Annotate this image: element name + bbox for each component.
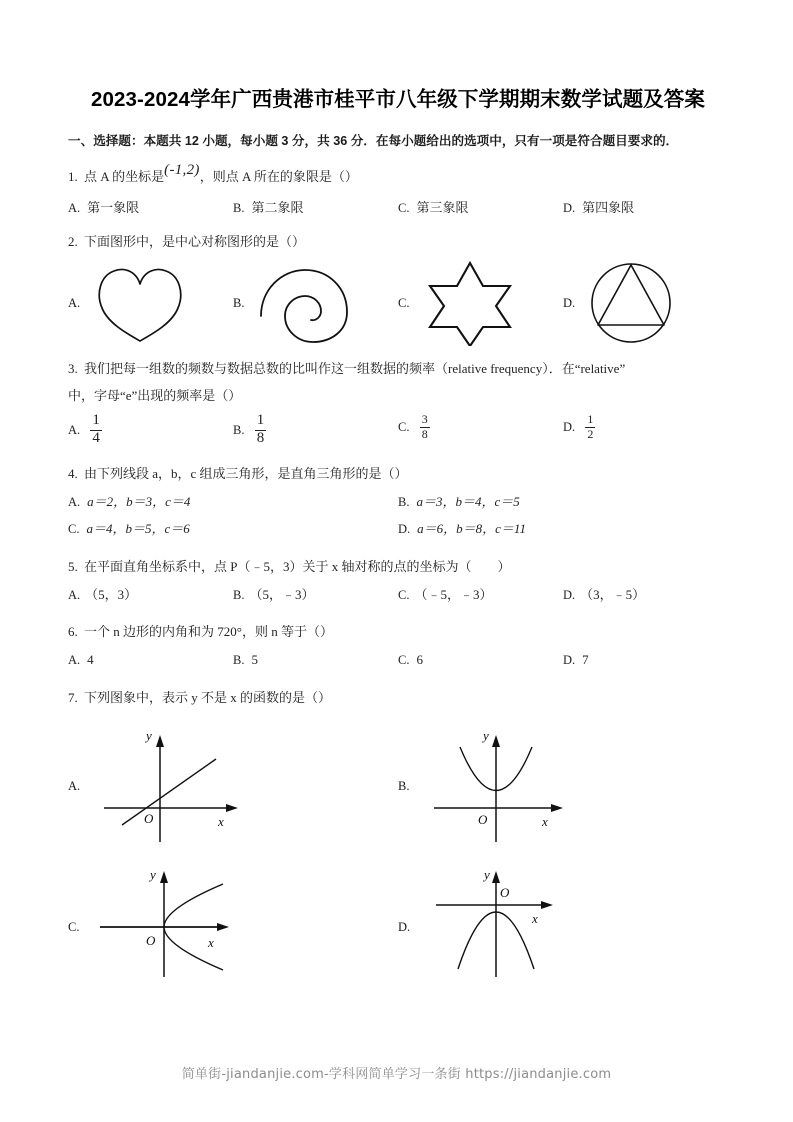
- question-3-number: 3.: [68, 361, 78, 377]
- question-4-stem: [68, 462, 728, 486]
- fraction-numerator: 1: [587, 412, 594, 427]
- option-c[interactable]: [398, 583, 563, 607]
- section-instruction: 一、选择题：本题共 12 小题，每小题 3 分，共 36 分．在每小题给出的选项中，只有一项是符合题目要求的．: [68, 133, 679, 148]
- option-a-label: A.: [68, 200, 81, 215]
- option-b-label: B.: [398, 494, 410, 509]
- option-a-label: A.: [68, 778, 81, 793]
- option-c[interactable]: [398, 196, 563, 220]
- option-a-text: 第一象限: [87, 199, 140, 215]
- sideways-parabola-graph-icon: [90, 865, 255, 990]
- question-1-coordinate: (-1,2): [164, 161, 200, 178]
- fraction-numerator: 1: [256, 412, 265, 429]
- svg-text:y: y: [150, 866, 156, 882]
- six-pointed-star-icon: [420, 260, 520, 346]
- option-d[interactable]: [563, 583, 728, 607]
- question-1-stem: [68, 161, 728, 192]
- question-6-text: 一个 n 边形的内角和为 720°，则 n 等于（）: [84, 624, 333, 640]
- option-c-text: 6: [416, 652, 423, 668]
- option-b[interactable]: [233, 583, 398, 607]
- option-b-label: B.: [233, 423, 245, 438]
- option-b[interactable]: [233, 260, 398, 346]
- option-b-fraction: [255, 413, 267, 447]
- question-4-text: 由下列线段 a，b，c 组成三角形，是直角三角形的是（）: [84, 465, 408, 481]
- question-7-graphs-row1: [68, 724, 728, 849]
- question-6-number: 6.: [68, 624, 78, 640]
- svg-text:O: O: [500, 884, 510, 900]
- fraction-denominator: 8: [256, 430, 265, 447]
- fraction-denominator: 8: [421, 426, 428, 441]
- option-b-text: 5: [251, 652, 258, 668]
- option-a-text: 4: [87, 652, 94, 668]
- option-a-text: a＝2，b＝3，c＝4: [87, 493, 191, 509]
- option-c-text: 第三象限: [416, 199, 469, 215]
- option-b-label: B.: [233, 295, 245, 310]
- fraction-numerator: 3: [421, 412, 428, 427]
- option-d-label: D.: [563, 587, 576, 602]
- option-c[interactable]: [68, 517, 398, 541]
- option-d-text: 7: [582, 652, 589, 668]
- option-d-label: D.: [563, 419, 576, 434]
- option-c-label: C.: [398, 295, 410, 310]
- fraction-numerator: 1: [92, 412, 100, 429]
- svg-text:O: O: [146, 932, 156, 948]
- heart-shape-icon: [90, 262, 190, 344]
- option-c-label: C.: [68, 919, 80, 934]
- question-7-graphs-row2: [68, 865, 728, 990]
- option-c-fraction: [420, 413, 430, 440]
- option-a-label: A.: [68, 295, 81, 310]
- option-b-label: B.: [398, 778, 410, 793]
- option-d-label: D.: [398, 522, 411, 537]
- option-d-label: D.: [398, 919, 411, 934]
- footer-watermark: 简单街-jiandanjie.com-学科网简单学习一条街 https://jiandanjie.com: [181, 1067, 612, 1082]
- option-d[interactable]: [563, 196, 728, 220]
- option-a-label: A.: [68, 587, 81, 602]
- question-5-options: [68, 583, 728, 607]
- question-6-stem: [68, 620, 728, 644]
- question-3-text-line2: 中，字母“e”出现的频率是（）: [68, 388, 242, 404]
- option-c-text: （﹣5，﹣3）: [414, 586, 493, 602]
- spiral-shape-icon: [255, 262, 355, 344]
- option-d[interactable]: [563, 648, 728, 672]
- option-b-text: a＝3，b＝4，c＝5: [416, 493, 520, 509]
- question-1-text-a: 点 A 的坐标是: [84, 168, 165, 184]
- question-3-stem-line2: [68, 384, 728, 408]
- option-a-label: A.: [68, 494, 81, 509]
- option-b[interactable]: [233, 196, 398, 220]
- option-a-text: （5，3）: [85, 586, 138, 602]
- page-title: 2023-2024学年广西贵港市桂平市八年级下学期期末数学试题及答案: [91, 88, 705, 111]
- option-d[interactable]: [398, 865, 728, 990]
- svg-text:O: O: [478, 811, 488, 827]
- option-a-label: A.: [68, 423, 81, 438]
- option-c-text: a＝4，b＝5，c＝6: [86, 521, 190, 537]
- question-5-text: 在平面直角坐标系中，点 P（﹣5，3）关于 x 轴对称的点的坐标为（ ）: [84, 558, 511, 574]
- question-2-stem: [68, 230, 728, 254]
- question-7-number: 7.: [68, 689, 78, 705]
- option-d-text: 第四象限: [582, 199, 635, 215]
- option-d[interactable]: [398, 517, 728, 541]
- question-7-text: 下列图象中，表示 y 不是 x 的函数的是（）: [84, 689, 332, 705]
- option-a[interactable]: [68, 260, 233, 346]
- option-b-label: B.: [233, 587, 245, 602]
- option-a[interactable]: [68, 583, 233, 607]
- option-a[interactable]: [68, 648, 233, 672]
- option-b[interactable]: [398, 724, 728, 849]
- option-c-label: C.: [398, 587, 410, 602]
- option-d-label: D.: [563, 200, 576, 215]
- option-b[interactable]: [233, 648, 398, 672]
- question-4-options-row1: [68, 490, 728, 514]
- question-1-text-b: ，则点 A 所在的象限是（）: [199, 168, 358, 184]
- question-7-stem: [68, 686, 728, 710]
- option-b-text: 第二象限: [251, 199, 304, 215]
- option-d-text: a＝6，b＝8，c＝11: [417, 521, 526, 537]
- option-c-label: C.: [398, 419, 410, 434]
- option-a-fraction: [90, 413, 102, 447]
- option-d-label: D.: [563, 295, 576, 310]
- document-content: [68, 88, 728, 990]
- fraction-denominator: 2: [587, 426, 594, 441]
- option-a[interactable]: [68, 490, 398, 514]
- question-5-number: 5.: [68, 558, 78, 574]
- option-b-label: B.: [233, 200, 245, 215]
- option-c[interactable]: [398, 648, 563, 672]
- option-b[interactable]: [233, 414, 398, 448]
- circle-inscribed-triangle-icon: [585, 261, 677, 345]
- question-2-text: 下面图形中，是中心对称图形的是（）: [84, 234, 306, 250]
- option-b-label: B.: [233, 653, 245, 668]
- option-c[interactable]: [398, 260, 563, 346]
- question-4-options-row2: [68, 517, 728, 541]
- option-a[interactable]: [68, 196, 233, 220]
- question-1-options: [68, 196, 728, 220]
- option-a[interactable]: [68, 724, 398, 849]
- svg-text:y: y: [484, 866, 490, 882]
- question-6-options: [68, 648, 728, 672]
- question-3-options: [68, 414, 728, 448]
- linear-graph-icon: [90, 724, 255, 849]
- downward-parabola-graph-icon: [420, 865, 585, 990]
- question-4-number: 4.: [68, 465, 78, 481]
- option-c-label: C.: [398, 200, 410, 215]
- option-d-fraction: [585, 413, 595, 440]
- question-5-stem: [68, 555, 728, 579]
- fraction-denominator: 4: [92, 430, 100, 447]
- svg-text:x: x: [218, 813, 224, 829]
- question-3-stem: [68, 357, 728, 381]
- option-c-label: C.: [68, 522, 80, 537]
- option-a-label: A.: [68, 653, 81, 668]
- option-a[interactable]: [68, 414, 233, 448]
- option-c[interactable]: [398, 414, 563, 448]
- option-b-text: （5，﹣3）: [249, 586, 315, 602]
- question-2-figures: [68, 260, 728, 346]
- question-3-text-line1: 我们把每一组数的频数与数据总数的比叫作这一组数据的频率（relative frequency）．在“relative”: [84, 361, 626, 377]
- option-b[interactable]: [398, 490, 728, 514]
- svg-text:y: y: [483, 727, 489, 743]
- question-2-number: 2.: [68, 234, 78, 250]
- svg-text:y: y: [146, 727, 152, 743]
- option-c[interactable]: [68, 865, 398, 990]
- option-d-label: D.: [563, 653, 576, 668]
- option-c-label: C.: [398, 653, 410, 668]
- question-1-number: 1.: [68, 168, 78, 184]
- svg-text:x: x: [542, 813, 548, 829]
- svg-text:O: O: [144, 810, 154, 826]
- option-d[interactable]: [563, 260, 728, 346]
- option-d-text: （3，﹣5）: [580, 586, 646, 602]
- upward-parabola-graph-icon: [420, 724, 585, 849]
- svg-text:x: x: [208, 934, 214, 950]
- option-d[interactable]: [563, 414, 728, 448]
- svg-text:x: x: [532, 910, 538, 926]
